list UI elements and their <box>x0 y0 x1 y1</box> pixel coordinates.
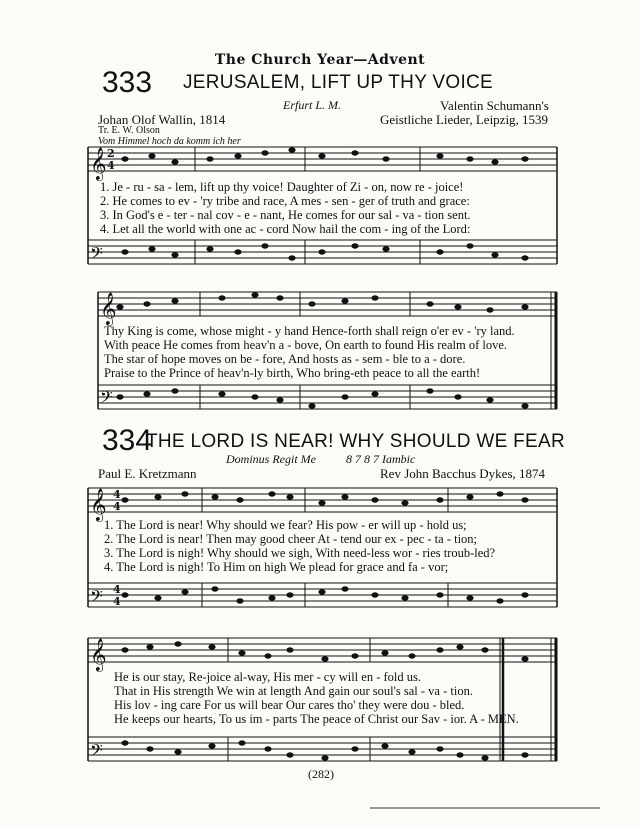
bass-clef-icon: 𝄢 <box>90 740 103 764</box>
hymn-334-meter: 8 7 8 7 Iambic <box>346 452 416 466</box>
hymn-334-verse-1-line-2: He is our stay, Re-joice al-way, His mer - cy will en - fold us. <box>114 670 421 684</box>
hymn-334-verse-2-line-1: 2. The Lord is near! Then may good cheer At - tend our ex - pec - ta - tion; <box>104 532 478 546</box>
time-signature: 4 <box>113 583 121 596</box>
hymn-334-composer: Rev John Bacchus Dykes, 1874 <box>380 466 546 481</box>
time-signature: 2 <box>107 147 115 160</box>
hymn-333-title: JERUSALEM, LIFT UP THY VOICE <box>183 72 494 93</box>
hymn-334-verse-4-line-1: 4. The Lord is nigh! To Him on high We plead for grace and fa - vor; <box>104 560 449 574</box>
hymn-333-verse-3-line-2: The star of hope moves on be - fore, And hosts as - sem - ble to a - dore. <box>104 352 466 366</box>
time-signature: 4 <box>113 595 121 608</box>
treble-clef-icon: 𝄞 <box>90 147 107 180</box>
hymn-334-verse-3-line-2: His lov - ing care For us will bear Our cares tho' they were dou - bled. <box>114 698 465 712</box>
bass-clef-icon: 𝄢 <box>90 243 103 267</box>
hymn-334-author: Paul E. Kretzmann <box>98 466 197 481</box>
time-signature: 4 <box>113 488 121 501</box>
hymn-333-translator: Tr. E. W. Olson <box>98 125 160 136</box>
hymn-333-composer-line1: Valentin Schumann's <box>440 98 549 113</box>
hymn-334-verse-3-line-1: 3. The Lord is nigh! Why should we sigh, With need-less wor - ries troub-led? <box>104 546 496 560</box>
hymn-334-verse-1-line-1: 1. The Lord is near! Why should we fear? His pow - er will up - hold us; <box>104 518 467 532</box>
hymn-333-verse-1-line-1: 1. Je - ru - sa - lem, lift up thy voice! Daughter of Zi - on, now re - joice! <box>100 180 464 194</box>
treble-clef-icon: 𝄞 <box>90 488 107 521</box>
hymn-333-verse-2-line-2: With peace He comes from heav'n a - bove, On earth to found His realm of love. <box>104 338 507 352</box>
hymn-333-number: 333 <box>102 66 153 99</box>
hymn-334-verse-2-line-2: That in His strength We win at length And gain our soul's sal - va - tion. <box>114 684 473 698</box>
hymn-333-original: Vom Himmel hoch da komm ich her <box>98 136 241 147</box>
hymn-334-tune: Dominus Regit Me <box>226 452 316 466</box>
hymn-333-verse-3-line-1: 3. In God's e - ter - nal cov - e - nant, He comes for our sal - va - tion sent. <box>100 208 471 222</box>
hymn-333-verse-2-line-1: 2. He comes to ev - 'ry tribe and race, A mes - sen - ger of truth and grace: <box>100 194 470 208</box>
time-signature: 4 <box>107 159 115 172</box>
hymn-333-verse-1-line-2: Thy King is come, whose might - y hand Hence-forth shall reign o'er ev - 'ry land. <box>104 324 515 338</box>
hymn-333-author: Johan Olof Wallin, 1814 <box>98 112 226 127</box>
hymn-333-verse-4-line-1: 4. Let all the world with one ac - cord Now hail the com - ing of the Lord: <box>100 222 471 236</box>
treble-clef-icon: 𝄞 <box>100 292 117 325</box>
page-number: (282) <box>308 767 334 781</box>
bass-clef-icon: 𝄢 <box>100 387 113 411</box>
hymn-334-number: 334 <box>102 424 153 457</box>
time-signature: 4 <box>113 500 121 513</box>
treble-clef-icon: 𝄞 <box>90 638 107 671</box>
hymn-333-verse-4-line-2: Praise to the Prince of heav'n-ly birth, Who bring-eth peace to all the earth! <box>104 366 481 380</box>
hymn-333-composer-line2: Geistliche Lieder, Leipzig, 1539 <box>380 112 549 127</box>
page-header: The Church Year—Advent <box>214 52 426 68</box>
bass-clef-icon: 𝄢 <box>90 586 103 610</box>
hymn-334-title: THE LORD IS NEAR! WHY SHOULD WE FEAR <box>146 431 566 452</box>
hymn-334-verse-4-line-2: He keeps our hearts, To us im - parts The peace of Christ our Sav - ior. A - MEN. <box>114 712 519 726</box>
hymn-333-tune: Erfurt L. M. <box>283 98 342 112</box>
